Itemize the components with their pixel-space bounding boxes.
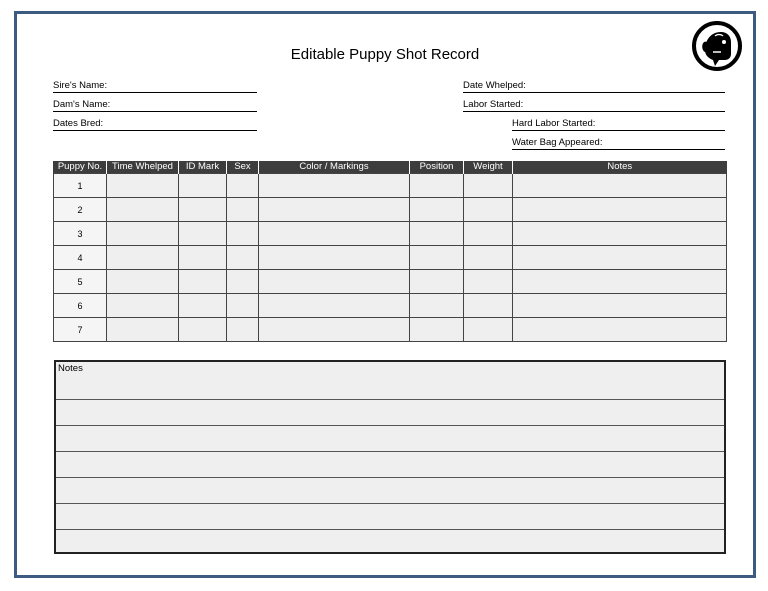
water-bag-appeared-label: Water Bag Appeared:: [512, 137, 603, 148]
cell-notes[interactable]: [513, 246, 727, 270]
cell-sex[interactable]: [227, 222, 259, 246]
labor-started-field[interactable]: [463, 99, 725, 112]
table-row: [54, 246, 727, 270]
cell-time-whelped[interactable]: [107, 222, 179, 246]
puppy-record-table: [53, 161, 727, 342]
date-whelped-label: Date Whelped:: [463, 80, 526, 91]
date-whelped-field[interactable]: [463, 80, 725, 93]
sires-name-label: Sire's Name:: [53, 80, 108, 91]
cell-time-whelped[interactable]: [107, 318, 179, 342]
cell-position[interactable]: [410, 270, 464, 294]
cell-time-whelped[interactable]: [107, 198, 179, 222]
sires-name-field[interactable]: [53, 80, 257, 93]
cell-color-markings[interactable]: [259, 294, 410, 318]
notes-line: [56, 477, 724, 478]
col-notes: Notes: [513, 161, 727, 174]
dams-name-label: Dam's Name:: [53, 99, 111, 110]
table-row: [54, 174, 727, 198]
cell-color-markings[interactable]: [259, 222, 410, 246]
cell-notes[interactable]: [513, 270, 727, 294]
cell-puppy-no: 5: [54, 270, 107, 294]
cell-sex[interactable]: [227, 198, 259, 222]
cell-notes[interactable]: [513, 198, 727, 222]
notes-line: [56, 451, 724, 452]
cell-sex[interactable]: [227, 174, 259, 198]
cell-puppy-no: 6: [54, 294, 107, 318]
cell-sex[interactable]: [227, 270, 259, 294]
notes-line: [56, 399, 724, 400]
cell-position[interactable]: [410, 246, 464, 270]
cell-time-whelped[interactable]: [107, 294, 179, 318]
table-row: [54, 270, 727, 294]
cell-weight[interactable]: [464, 270, 513, 294]
notes-label: Notes: [58, 363, 83, 374]
cell-sex[interactable]: [227, 294, 259, 318]
cell-id-mark[interactable]: [179, 198, 227, 222]
table-row: [54, 294, 727, 318]
cell-position[interactable]: [410, 198, 464, 222]
cell-id-mark[interactable]: [179, 270, 227, 294]
cell-puppy-no: 1: [54, 174, 107, 198]
cell-time-whelped[interactable]: [107, 270, 179, 294]
notes-line: [56, 425, 724, 426]
labor-started-label: Labor Started:: [463, 99, 524, 110]
cell-puppy-no: 2: [54, 198, 107, 222]
cell-sex[interactable]: [227, 318, 259, 342]
dog-head-icon: [691, 20, 743, 72]
cell-position[interactable]: [410, 222, 464, 246]
cell-color-markings[interactable]: [259, 174, 410, 198]
document-frame: [14, 11, 756, 578]
cell-weight[interactable]: [464, 246, 513, 270]
cell-color-markings[interactable]: [259, 270, 410, 294]
dams-name-field[interactable]: [53, 99, 257, 112]
table-row: [54, 198, 727, 222]
table-row: [54, 222, 727, 246]
col-position: Position: [410, 161, 464, 174]
cell-position[interactable]: [410, 318, 464, 342]
cell-position[interactable]: [410, 294, 464, 318]
page-title: Editable Puppy Shot Record: [290, 46, 480, 63]
dates-bred-label: Dates Bred:: [53, 118, 104, 129]
cell-notes[interactable]: [513, 174, 727, 198]
hard-labor-started-label: Hard Labor Started:: [512, 118, 596, 129]
cell-color-markings[interactable]: [259, 198, 410, 222]
table-row: [54, 318, 727, 342]
cell-color-markings[interactable]: [259, 318, 410, 342]
cell-id-mark[interactable]: [179, 174, 227, 198]
cell-weight[interactable]: [464, 174, 513, 198]
cell-sex[interactable]: [227, 246, 259, 270]
cell-time-whelped[interactable]: [107, 174, 179, 198]
cell-notes[interactable]: [513, 318, 727, 342]
col-color-markings: Color / Markings: [259, 161, 410, 174]
cell-id-mark[interactable]: [179, 294, 227, 318]
cell-notes[interactable]: [513, 294, 727, 318]
notes-line: [56, 529, 724, 530]
cell-puppy-no: 4: [54, 246, 107, 270]
table-header-row: [54, 161, 727, 174]
cell-puppy-no: 7: [54, 318, 107, 342]
cell-id-mark[interactable]: [179, 318, 227, 342]
cell-weight[interactable]: [464, 318, 513, 342]
cell-puppy-no: 3: [54, 222, 107, 246]
cell-time-whelped[interactable]: [107, 246, 179, 270]
col-puppy-no: Puppy No.: [54, 161, 107, 174]
cell-weight[interactable]: [464, 198, 513, 222]
col-id-mark: ID Mark: [179, 161, 227, 174]
col-weight: Weight: [464, 161, 513, 174]
cell-id-mark[interactable]: [179, 222, 227, 246]
dates-bred-field[interactable]: [53, 118, 257, 131]
col-sex: Sex: [227, 161, 259, 174]
cell-position[interactable]: [410, 174, 464, 198]
notes-section[interactable]: [54, 360, 726, 554]
cell-notes[interactable]: [513, 222, 727, 246]
water-bag-appeared-field[interactable]: [512, 137, 725, 150]
cell-weight[interactable]: [464, 222, 513, 246]
notes-line: [56, 503, 724, 504]
cell-id-mark[interactable]: [179, 246, 227, 270]
cell-color-markings[interactable]: [259, 246, 410, 270]
col-time-whelped: Time Whelped: [107, 161, 179, 174]
cell-weight[interactable]: [464, 294, 513, 318]
hard-labor-started-field[interactable]: [512, 118, 725, 131]
